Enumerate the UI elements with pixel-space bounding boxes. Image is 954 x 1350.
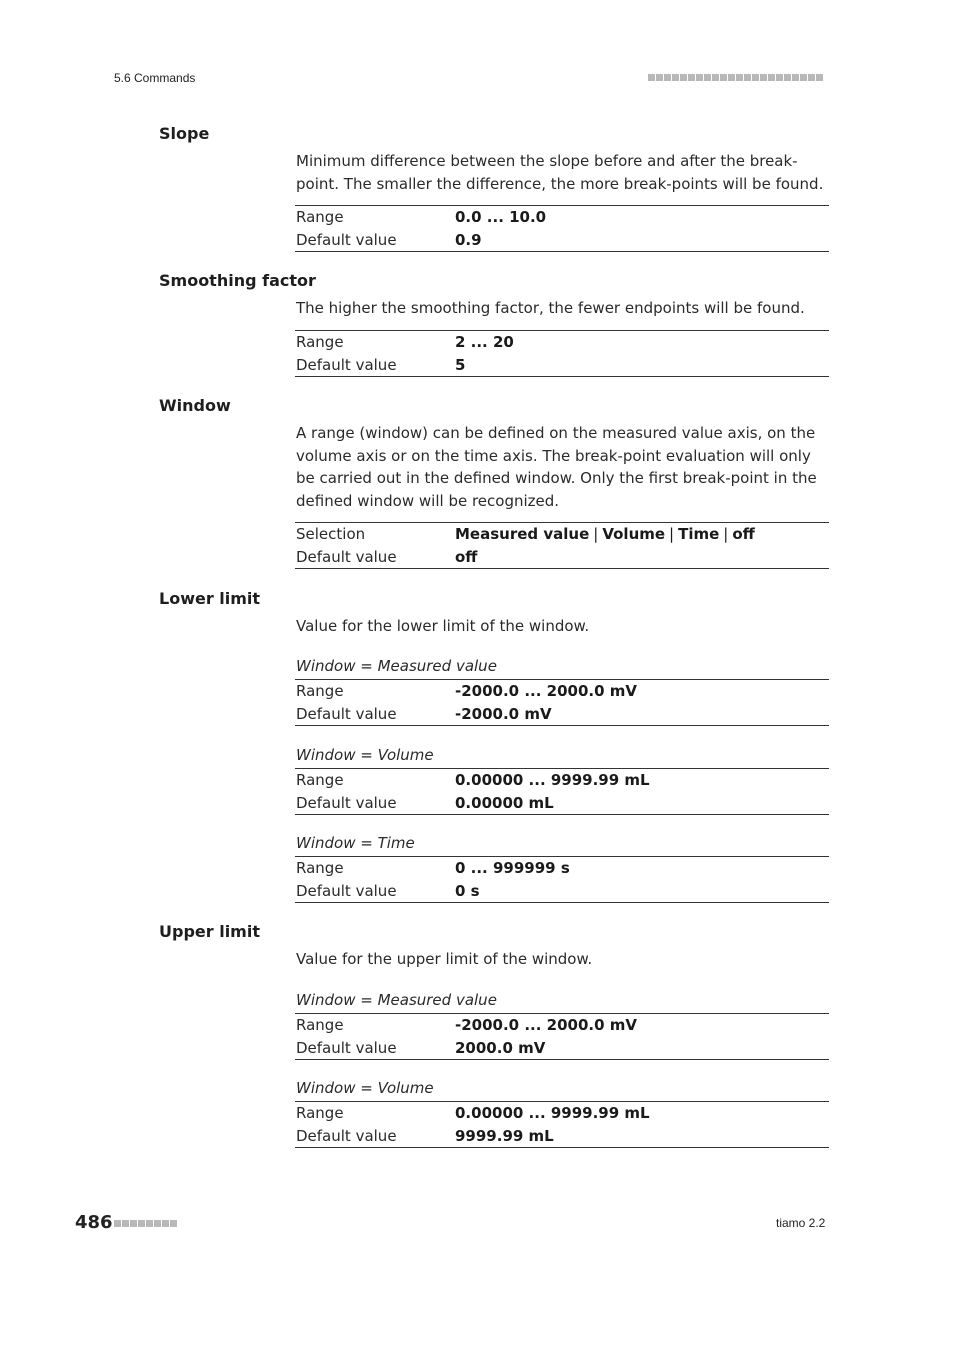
section-title-smoothing-factor: Smoothing factor [159,271,316,290]
group-caption: Window = Volume [296,746,434,764]
running-header-section: 5.6 Commands [114,71,196,85]
param-table-slope [295,205,829,252]
table-row [295,523,829,546]
section-desc-slope: Minimum difference between the slope before and after the break-point. The smaller the difference, the more break-points will be found. [296,152,824,193]
table-row [295,206,829,229]
param-key: Default value [296,793,397,812]
table-row [295,1125,829,1148]
table-row [295,229,829,252]
param-key: Default value [296,355,397,374]
option-off: off [732,525,755,544]
param-key: Default value [296,704,397,723]
param-table-upper-measured [295,1013,829,1060]
param-value: -2000.0 ... 2000.0 mV [455,1016,637,1035]
section-title-window: Window [159,396,231,415]
param-value: 0.0 ... 10.0 [455,208,547,227]
table-row [295,331,829,354]
param-key: Default value [296,1126,397,1145]
param-key: Default value [296,230,397,249]
table-row [295,1014,829,1037]
param-key: Default value [296,1038,397,1057]
param-value: 0.00000 mL [455,793,554,812]
param-value: 2 ... 20 [455,333,514,352]
param-value: 9999.99 mL [455,1126,554,1145]
table-row [295,546,829,569]
footer-decor-squares [114,1218,177,1227]
param-value: off [455,547,478,566]
option-volume: Volume [602,525,666,544]
section-title-upper-limit: Upper limit [159,922,260,941]
param-key: Range [296,1104,344,1123]
section-title-slope: Slope [159,124,210,143]
page-number: 486 [75,1212,113,1233]
option-time: Time [678,525,720,544]
section-title-lower-limit: Lower limit [159,589,261,608]
section-desc-lower-limit: Value for the lower limit of the window. [296,617,590,635]
section-desc-upper-limit: Value for the upper limit of the window. [296,950,593,968]
param-key: Range [296,1016,344,1035]
table-row [295,1037,829,1060]
param-key: Default value [296,881,397,900]
table-row [295,769,829,792]
param-value: 0 ... 999999 s [455,859,570,878]
option-measured-value: Measured value [455,525,590,544]
table-row [295,1102,829,1125]
param-key: Range [296,333,344,352]
param-value: 0 s [455,881,480,900]
param-value: -2000.0 mV [455,704,552,723]
param-key: Range [296,682,344,701]
param-value: 0.00000 ... 9999.99 mL [455,771,650,790]
group-caption: Window = Measured value [296,657,497,675]
table-row [295,703,829,726]
option-separator: | [723,525,729,544]
param-value: 0.9 [455,230,482,249]
param-key: Range [296,208,344,227]
param-table-lower-time [295,856,829,903]
header-decor-squares [648,72,830,82]
selection-options [455,525,755,543]
group-caption: Window = Volume [296,1079,434,1097]
group-caption: Window = Measured value [296,991,497,1009]
option-separator: | [593,525,599,544]
param-key: Range [296,771,344,790]
param-table-window [295,522,829,569]
table-row [295,792,829,815]
section-desc-smoothing-factor: The higher the smoothing factor, the fewer endpoints will be found. [296,299,805,317]
param-value: 0.00000 ... 9999.99 mL [455,1104,650,1123]
section-desc-window: A range (window) can be defined on the measured value axis, on the volume axis or on the time axis. The break-point evaluation will only be carried out in the defined window. Only the first break-point in the defined window will be recognized. [296,424,817,511]
param-key: Range [296,859,344,878]
table-row [295,680,829,703]
group-caption: Window = Time [296,834,415,852]
option-separator: | [669,525,675,544]
param-key: Selection [296,525,366,544]
param-table-smoothing-factor [295,330,829,377]
table-row [295,880,829,903]
param-value: -2000.0 ... 2000.0 mV [455,682,637,701]
table-row [295,857,829,880]
param-table-upper-volume [295,1101,829,1148]
param-value: 5 [455,355,466,374]
param-table-lower-measured [295,679,829,726]
param-table-lower-volume [295,768,829,815]
product-name: tiamo 2.2 [776,1216,826,1230]
table-row [295,354,829,377]
param-key: Default value [296,547,397,566]
param-value: 2000.0 mV [455,1038,546,1057]
